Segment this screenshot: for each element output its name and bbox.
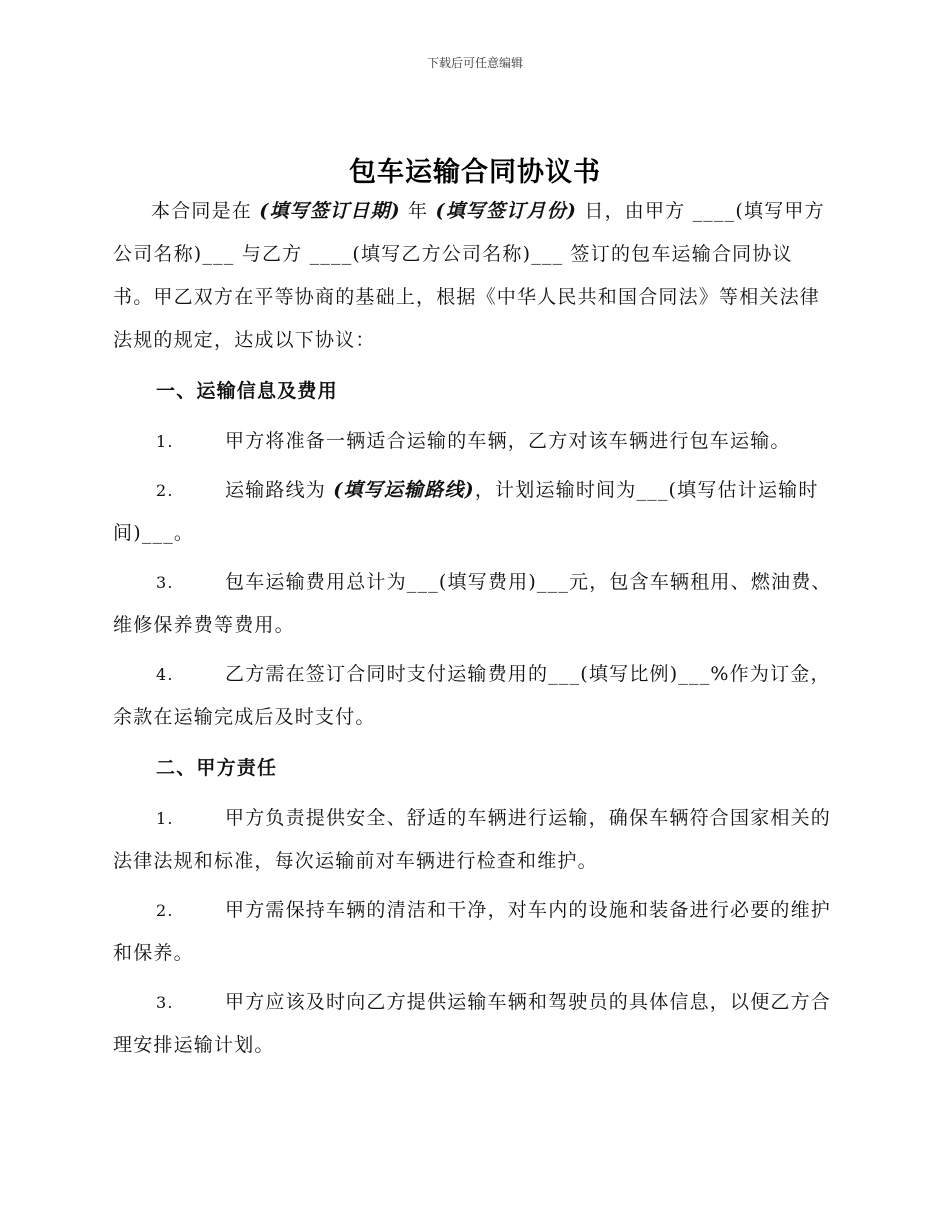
clause-number: 4.	[156, 665, 174, 684]
clause-text: 甲方需保持车辆的清洁和干净，对车内的设施和装备进行必要的维护和保养。	[113, 899, 832, 964]
clause-1-3	[113, 561, 833, 647]
clause-text: ，计划运输时间为___(填写估计运输时间)___。	[113, 479, 819, 544]
section-heading-transport: 一、运输信息及费用	[156, 380, 338, 402]
clause-2-2	[113, 889, 833, 975]
clause-2-1	[113, 797, 833, 883]
header-note: 下载后可任意编辑	[426, 56, 523, 70]
intro-text-1: 本合同是在	[151, 200, 260, 222]
clause-number: 1.	[156, 809, 174, 828]
clause-number: 1.	[156, 432, 174, 451]
document-title: 包车运输合同协议书	[349, 157, 601, 188]
clause-number: 2.	[156, 481, 174, 500]
clause-text: 甲方将准备一辆适合运输的车辆，乙方对该车辆进行包车运输。	[225, 430, 791, 452]
section-heading-party-a: 二、甲方责任	[156, 757, 278, 779]
clause-text: 乙方需在签订合同时支付运输费用的___(填写比例)___%作为订金，余款在运输完成后及时支付。	[113, 663, 831, 728]
clause-text: 甲方应该及时向乙方提供运输车辆和驾驶员的具体信息，以便乙方合理安排运输计划。	[113, 991, 832, 1056]
clause-number: 3.	[156, 993, 174, 1012]
clause-text-pre: 运输路线为	[225, 479, 334, 501]
document-body	[113, 190, 833, 1067]
clause-number: 2.	[156, 901, 174, 920]
clause-1-1	[113, 420, 833, 463]
clause-text: 甲方负责提供安全、舒适的车辆进行运输，确保车辆符合国家相关的法律法规和标准，每次运输前对车辆进行检查和维护。	[113, 807, 832, 872]
clause-text: 包车运输费用总计为___(填写费用)___元，包含车辆租用、燃油费、维修保养费等费用。	[113, 571, 832, 636]
clause-2-3	[113, 981, 833, 1067]
clause-1-2	[113, 469, 833, 555]
signing-date-placeholder: (填写签订日期)	[259, 200, 401, 222]
clause-1-4	[113, 653, 833, 739]
signing-month-placeholder: (填写签订月份)	[435, 200, 578, 222]
route-placeholder: (填写运输路线)	[333, 479, 475, 501]
intro-text-3: 日，由甲方 ____(填写甲方公司名称)___ 与乙方 ____(填写乙方公司名称)___ 签订的包车运输合同协议书。甲乙双方在平等协商的基础上，根据《中华人民共和国合同法》等相关法律法规的规定，达成以下协议：	[113, 200, 825, 351]
clause-number: 3.	[156, 573, 174, 592]
intro-text-2: 年	[400, 200, 436, 222]
intro-paragraph	[113, 190, 833, 362]
